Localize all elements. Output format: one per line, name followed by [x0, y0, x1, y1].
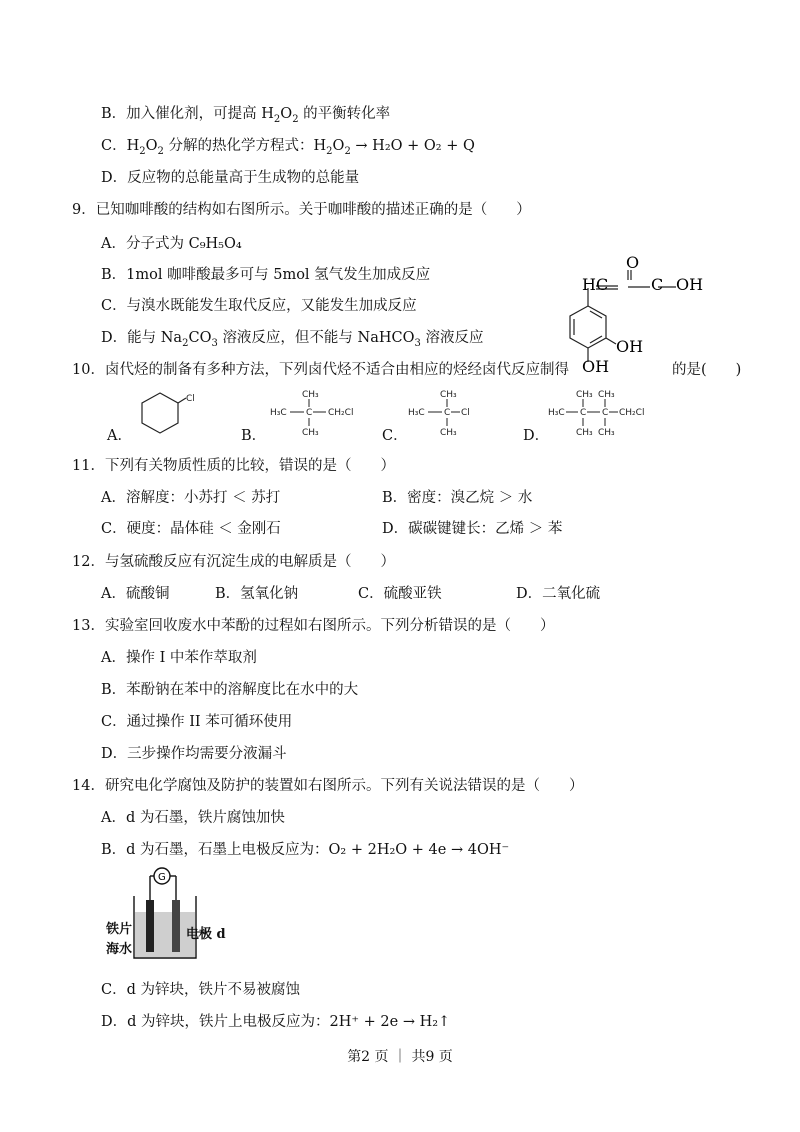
q14-option-c: C．d 为锌块，铁片不易被腐蚀	[101, 982, 300, 998]
q13-option-d: D．三步操作均需要分液漏斗	[101, 746, 287, 762]
seawater-label: 海水	[106, 942, 133, 957]
q8-option-c: C．$H_2O_2$ 分解的热化学方程式：$H_2O_2 \to H_2O + O_2 + Q$	[101, 138, 475, 157]
c-label: C	[602, 408, 609, 418]
ch3-label: CH₃	[598, 390, 615, 400]
hc-label: HC	[582, 275, 609, 294]
page-footer: 第2 页 ｜ 共9 页	[347, 1049, 453, 1065]
q10-stem-b: 的是( )	[672, 362, 742, 378]
q11-option-d: D．碳碳键键长：乙烯 ＞ 苯	[382, 521, 563, 537]
h3c-label: H₃C	[270, 408, 287, 418]
corrosion-apparatus-figure	[104, 866, 254, 966]
ch3-label: CH₃	[302, 428, 319, 438]
ch3-label: CH₃	[440, 428, 457, 438]
q8-option-d: D．反应物的总能量高于生成物的总能量	[101, 170, 360, 186]
galvanometer-label: G	[158, 872, 166, 883]
q13-option-c: C．通过操作 II 苯可循环使用	[101, 714, 293, 730]
ch3-label: CH₃	[440, 390, 457, 400]
q14-option-a: A．d 为石墨，铁片腐蚀加快	[101, 810, 285, 826]
c-label: C	[306, 408, 313, 418]
c-label: C	[580, 408, 587, 418]
oh-label-2: OH	[616, 337, 644, 356]
electrode-d-label: 电极 d	[186, 927, 226, 942]
q13-stem: 13．实验室回收废水中苯酚的过程如右图所示。下列分析错误的是（ ）	[72, 618, 555, 634]
q10-option-d-label: D．	[523, 428, 550, 444]
q8-option-b: B．加入催化剂，可提高 $H_2O_2$ 的平衡转化率	[101, 106, 391, 125]
iron-plate	[146, 900, 154, 952]
cl-label: Cl	[186, 394, 195, 404]
o-label: O	[626, 253, 640, 272]
q14-option-d: D．d 为锌块，铁片上电极反应为：2H⁺ + 2e → H₂↑	[101, 1014, 451, 1030]
q12-option-b: B．氢氧化钠	[215, 586, 299, 602]
oh-label-3: OH	[582, 357, 610, 376]
benzene-ring	[570, 306, 606, 348]
q12-option-a: A．硫酸铜	[101, 586, 170, 602]
h3c-label: H₃C	[408, 408, 425, 418]
ch3-label: CH₃	[576, 390, 593, 400]
q14-stem: 14．研究电化学腐蚀及防护的装置如右图所示。下列有关说法错误的是（ ）	[72, 778, 584, 794]
q11-option-a: A．溶解度：小苏打 ＜ 苏打	[101, 490, 281, 506]
q10-d-structure	[546, 385, 656, 445]
q11-option-b: B．密度：溴乙烷 ＞ 水	[382, 490, 533, 506]
c-label: C	[444, 408, 451, 418]
q10-option-c-label: C．	[382, 428, 408, 444]
cl-label: Cl	[461, 408, 470, 418]
q12-stem: 12．与氢硫酸反应有沉淀生成的电解质是（ ）	[72, 554, 395, 570]
ch3-label: CH₃	[598, 428, 615, 438]
iron-plate-label: 铁片	[106, 922, 133, 937]
oh-label: OH	[676, 275, 704, 294]
q12-option-d: D．二氧化硫	[516, 586, 601, 602]
ch2cl-label: CH₂Cl	[619, 408, 645, 418]
q13-option-b: B．苯酚钠在苯中的溶解度比在水中的大	[101, 682, 359, 698]
q14-option-b: B．d 为石墨，石墨上电极反应为：O₂ + 2H₂O + 4e → 4OH⁻	[101, 842, 510, 858]
h3c-label: H₃C	[548, 408, 565, 418]
q9-option-a: A．分子式为 C₉H₅O₄	[101, 236, 242, 252]
c-label: C	[651, 275, 664, 294]
ch3-label: CH₃	[576, 428, 593, 438]
q9-option-d: D．能与 $Na_2CO_3$ 溶液反应，但不能与 NaHCO$_3$ 溶液反应	[101, 330, 484, 349]
q11-stem: 11．下列有关物质性质的比较，错误的是（ ）	[72, 458, 395, 474]
q10-c-structure	[404, 385, 484, 445]
q9-option-b: B．1mol 咖啡酸最多可与 5mol 氢气发生加成反应	[101, 267, 431, 283]
q10-b-structure	[266, 385, 366, 445]
q11-option-c: C．硬度：晶体硅 ＜ 金刚石	[101, 521, 281, 537]
q9-option-c: C．与溴水既能发生取代反应，又能发生加成反应	[101, 298, 417, 314]
ch2cl-label: CH₂Cl	[328, 408, 354, 418]
q13-option-a: A．操作 I 中苯作萃取剂	[101, 650, 257, 666]
q10-option-a-label: A．	[107, 428, 132, 444]
q10-option-b-label: B．	[241, 428, 267, 444]
q12-option-c: C．硫酸亚铁	[358, 586, 442, 602]
ch3-label: CH₃	[302, 390, 319, 400]
q10-a-chlorocyclohexane	[130, 385, 210, 445]
q10-stem-a: 10．卤代烃的制备有多种方法，下列卤代烃不适合由相应的烃经卤代反应制得	[72, 362, 569, 378]
electrode-d	[172, 900, 180, 952]
q9-stem: 9．已知咖啡酸的结构如右图所示。关于咖啡酸的描述正确的是（ ）	[72, 202, 531, 218]
